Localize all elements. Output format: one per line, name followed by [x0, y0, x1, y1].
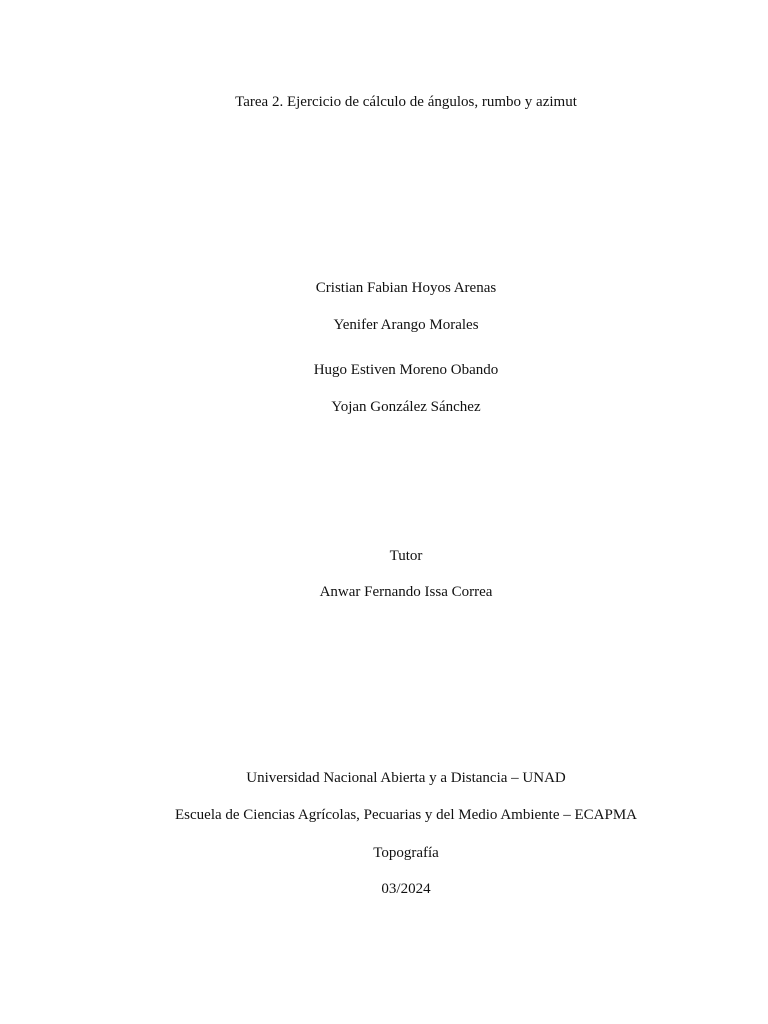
author-name: Yojan González Sánchez — [331, 399, 481, 415]
tutor-name: Anwar Fernando Issa Correa — [319, 584, 493, 600]
document-title: Tarea 2. Ejercicio de cálculo de ángulos, rumbo y azimut — [235, 94, 577, 110]
author-name: Cristian Fabian Hoyos Arenas — [315, 280, 497, 296]
school-name: Escuela de Ciencias Agrícolas, Pecuarias y del Medio Ambiente – ECAPMA — [175, 807, 637, 823]
document-date: 03/2024 — [381, 881, 431, 897]
tutor-label: Tutor — [389, 548, 423, 564]
course-name: Topografía — [373, 845, 439, 861]
university-name: Universidad Nacional Abierta y a Distancia – UNAD — [246, 770, 566, 786]
author-name: Hugo Estiven Moreno Obando — [313, 362, 499, 378]
author-name: Yenifer Arango Morales — [333, 317, 479, 333]
